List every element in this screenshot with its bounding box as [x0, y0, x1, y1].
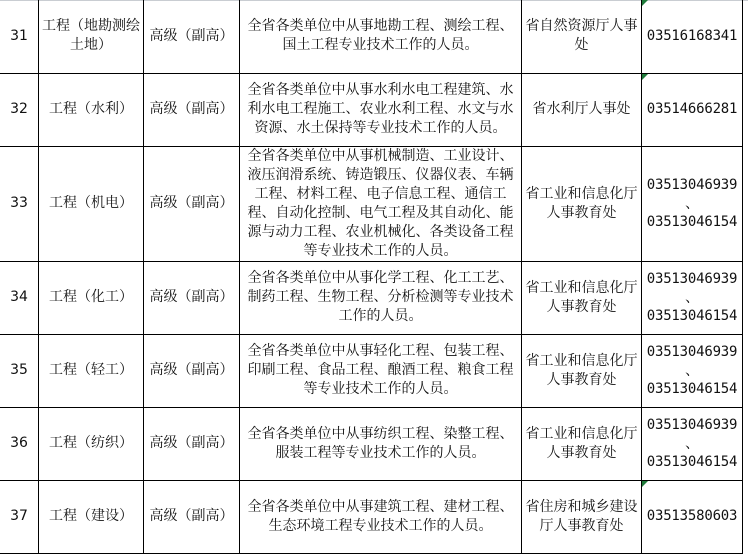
- title-level: 高级（副高）: [149, 289, 234, 305]
- scope-description: 全省各类单位中从事纺织工程、染整工程、服装工程等专业技术工作的人员。: [247, 425, 514, 461]
- specialty-name: 工程（机电）: [49, 195, 133, 211]
- phone-number: 03513046154: [646, 380, 738, 397]
- department-cell[interactable]: [522, 0, 642, 73]
- phone-cell[interactable]: [642, 0, 743, 73]
- row-number: 37: [10, 508, 28, 524]
- department-name: 省自然资源厅人事处: [525, 18, 638, 54]
- specialty-name-cell[interactable]: [39, 146, 144, 261]
- department-cell[interactable]: [522, 407, 642, 480]
- row-number-cell[interactable]: [0, 73, 39, 146]
- department-name: 省水利厅人事处: [532, 101, 631, 117]
- phone-number: 03513046154: [646, 213, 738, 230]
- department-name: 省工业和信息化厅人事教育处: [525, 425, 638, 461]
- phone-number: 03513046154: [646, 307, 738, 324]
- title-level: 高级（副高）: [149, 101, 234, 117]
- scope-description: 全省各类单位中从事化学工程、化工工艺、制药工程、生物工程、分析检测等专业技术工作的人员。: [247, 270, 514, 324]
- specialty-name-cell[interactable]: [39, 261, 144, 334]
- row-number-cell[interactable]: [0, 480, 39, 553]
- table-row: [0, 261, 743, 334]
- specialty-name-cell[interactable]: [39, 480, 144, 553]
- scope-description: 全省各类单位中从事建筑工程、建材工程、生态环境工程专业技术工作的人员。: [247, 498, 514, 534]
- scope-description-cell[interactable]: [240, 146, 522, 261]
- comment-indicator-icon: [642, 481, 648, 487]
- phone-separator: 、: [685, 195, 699, 212]
- phone-separator: 、: [685, 435, 699, 452]
- phone-number: 03513580603: [646, 508, 738, 524]
- title-level-cell[interactable]: [144, 146, 240, 261]
- scope-description-cell[interactable]: [240, 480, 522, 553]
- scope-description-cell[interactable]: [240, 261, 522, 334]
- row-number-cell[interactable]: [0, 261, 39, 334]
- title-level-cell[interactable]: [144, 0, 240, 73]
- specialty-name-cell[interactable]: [39, 334, 144, 407]
- title-level-cell[interactable]: [144, 73, 240, 146]
- phone-number: 03513046154: [646, 453, 738, 470]
- row-number-cell[interactable]: [0, 146, 39, 261]
- table-row: [0, 480, 743, 553]
- title-level-cell[interactable]: [144, 334, 240, 407]
- department-name: 省工业和信息化厅人事教育处: [525, 279, 638, 315]
- row-number: 34: [10, 289, 28, 305]
- scope-description-cell[interactable]: [240, 0, 522, 73]
- table-row: [0, 407, 743, 480]
- title-level: 高级（副高）: [149, 508, 234, 524]
- phone-cell[interactable]: [642, 480, 743, 553]
- title-level: 高级（副高）: [149, 435, 234, 451]
- scope-description-cell[interactable]: [240, 407, 522, 480]
- specialty-name: 工程（纺织）: [49, 435, 133, 451]
- specialty-name: 工程（水利）: [49, 101, 133, 117]
- phone-cell[interactable]: [642, 407, 743, 480]
- phone-cell[interactable]: [642, 334, 743, 407]
- table-row: [0, 146, 743, 261]
- department-name: 省住房和城乡建设厅人事教育处: [525, 498, 638, 534]
- title-level-cell[interactable]: [144, 480, 240, 553]
- phone-cell[interactable]: [642, 261, 743, 334]
- row-number: 32: [10, 101, 28, 117]
- table-row: [0, 73, 743, 146]
- title-level: 高级（副高）: [149, 362, 234, 378]
- scope-description-cell[interactable]: [240, 334, 522, 407]
- table-row: [0, 334, 743, 407]
- scope-description: 全省各类单位中从事地勘工程、测绘工程、国土工程专业技术工作的人员。: [247, 18, 514, 54]
- department-name: 省工业和信息化厅人事教育处: [525, 352, 638, 388]
- phone-separator: 、: [685, 362, 699, 379]
- phone-separator: 、: [685, 289, 699, 306]
- row-number: 36: [10, 435, 28, 451]
- department-name: 省工业和信息化厅人事教育处: [525, 185, 638, 221]
- comment-indicator-icon: [642, 0, 648, 6]
- title-level: 高级（副高）: [149, 195, 234, 211]
- row-number: 33: [10, 195, 28, 211]
- table-row: [0, 0, 743, 73]
- row-number: 31: [10, 27, 28, 44]
- scope-description-cell[interactable]: [240, 73, 522, 146]
- specialty-name-cell[interactable]: [39, 0, 144, 73]
- scope-description: 全省各类单位中从事水利水电工程建筑、水利水电工程施工、农业水利工程、水文与水资源、水土保持等专业技术工作的人员。: [247, 82, 514, 136]
- scope-description: 全省各类单位中从事轻化工程、包装工程、印刷工程、食品工程、酿酒工程、粮食工程等专业技术工作的人员。: [247, 343, 514, 397]
- specialty-name: 工程（地勘测绘土地）: [42, 18, 140, 54]
- phone-number: 03514666281: [646, 101, 738, 117]
- department-cell[interactable]: [522, 480, 642, 553]
- row-number-cell[interactable]: [0, 334, 39, 407]
- specialty-name-cell[interactable]: [39, 73, 144, 146]
- phone-number: 03513046939: [646, 270, 738, 287]
- row-number-cell[interactable]: [0, 407, 39, 480]
- title-level-cell[interactable]: [144, 261, 240, 334]
- row-number-cell[interactable]: [0, 0, 39, 73]
- department-cell[interactable]: [522, 146, 642, 261]
- row-number: 35: [10, 362, 28, 378]
- specialty-name: 工程（轻工）: [49, 362, 133, 378]
- phone-cell[interactable]: [642, 73, 743, 146]
- phone-number: 03513046939: [646, 343, 738, 360]
- phone-number: 03516168341: [646, 27, 738, 44]
- title-level-cell[interactable]: [144, 407, 240, 480]
- specialty-name-cell[interactable]: [39, 407, 144, 480]
- phone-number: 03513046939: [646, 176, 738, 193]
- department-cell[interactable]: [522, 261, 642, 334]
- department-cell[interactable]: [522, 73, 642, 146]
- department-cell[interactable]: [522, 334, 642, 407]
- comment-indicator-icon: [642, 74, 648, 80]
- specialty-name: 工程（建设）: [49, 508, 133, 524]
- phone-number: 03513046939: [646, 416, 738, 433]
- specialty-name: 工程（化工）: [49, 289, 133, 305]
- scope-description: 全省各类单位中从事机械制造、工业设计、液压润滑系统、铸造锻压、仪器仪表、车辆工程、材料工程、电子信息工程、通信工程、自动化控制、电气工程及其自动化、能源与动力工程、农业机械化、各类设备工程等专业技术工作的人员。: [247, 147, 514, 259]
- title-level: 高级（副高）: [149, 27, 234, 44]
- phone-cell[interactable]: [642, 146, 743, 261]
